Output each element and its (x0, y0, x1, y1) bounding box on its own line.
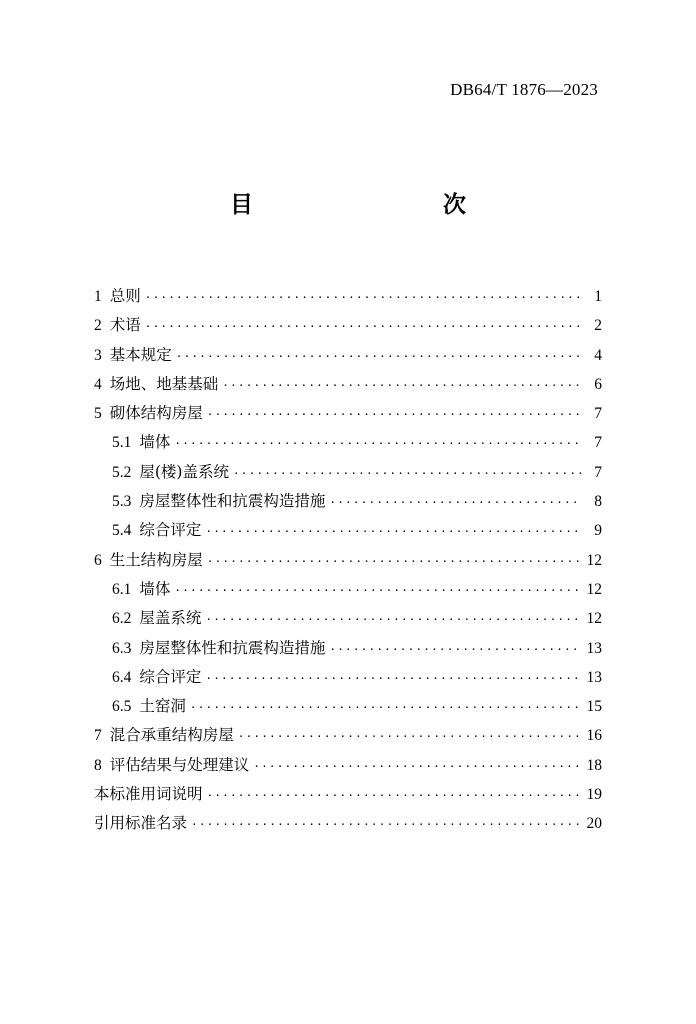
toc-entry[interactable] (94, 721, 602, 750)
toc-entry-number: 5 (94, 405, 102, 423)
toc-leader-dots (329, 635, 580, 664)
toc-entry-page-number: 2 (594, 317, 602, 335)
toc-entry-label: 本标准用词说明 (94, 785, 203, 804)
toc-entry[interactable] (94, 458, 602, 487)
toc-entry-label: 生土结构房屋 (109, 550, 203, 569)
toc-entry-label: 场地、地基基础 (109, 374, 219, 393)
toc-entry-number: 6.2 (112, 610, 132, 628)
toc-entry-number: 5.3 (112, 493, 132, 511)
toc-entry-number: 3 (94, 346, 102, 364)
toc-entry-label: 房屋整体性和抗震构造措施 (139, 492, 326, 511)
toc-entry[interactable] (94, 428, 602, 457)
toc-entry-number: 4 (94, 375, 102, 393)
table-of-contents (94, 282, 602, 839)
toc-entry[interactable] (94, 604, 602, 633)
toc-leader-dots (190, 693, 581, 722)
toc-entry-page-number: 12 (586, 551, 602, 569)
toc-leader-dots (329, 488, 582, 517)
toc-entry-page-number: 15 (586, 698, 602, 716)
toc-entry-page-number: 7 (594, 463, 602, 481)
toc-entry-page-number: 12 (586, 610, 602, 628)
toc-leader-dots (207, 781, 581, 810)
toc-entry-number: 6.3 (112, 639, 132, 657)
toc-entry-label: 混合承重结构房屋 (109, 726, 234, 745)
page-title: 目 次 (230, 192, 514, 218)
toc-entry[interactable] (94, 809, 602, 838)
toc-leader-dots (145, 312, 582, 341)
toc-entry-number: 8 (94, 756, 102, 774)
toc-leader-dots (238, 722, 581, 751)
toc-entry-number: 5.2 (112, 463, 132, 481)
toc-entry-number: 1 (94, 288, 102, 305)
toc-entry-page-number: 7 (594, 405, 602, 423)
toc-entry-page-number: 4 (594, 346, 602, 364)
toc-entry-number: 6.5 (112, 698, 132, 716)
toc-entry[interactable] (94, 663, 602, 692)
toc-leader-dots (191, 810, 580, 839)
toc-leader-dots (253, 752, 580, 781)
toc-entry[interactable] (94, 282, 602, 311)
toc-leader-dots (222, 371, 582, 400)
toc-entry-page-number: 20 (586, 815, 602, 833)
toc-entry-label: 综合评定 (139, 521, 202, 540)
toc-entry-page-number: 18 (586, 756, 602, 774)
toc-entry-page-number: 8 (594, 493, 602, 511)
toc-entry-page-number: 9 (594, 522, 602, 540)
toc-leader-dots (145, 283, 582, 312)
toc-entry-page-number: 6 (594, 375, 602, 393)
toc-leader-dots (205, 517, 582, 546)
toc-entry-page-number: 1 (594, 288, 602, 305)
toc-entry-page-number: 7 (594, 434, 602, 452)
toc-entry-page-number: 19 (586, 786, 602, 804)
toc-entry[interactable] (94, 751, 602, 780)
toc-entry[interactable] (94, 399, 602, 428)
toc-entry-number: 5.4 (112, 522, 132, 540)
toc-entry-label: 基本规定 (109, 345, 172, 364)
toc-entry-label: 引用标准名录 (94, 814, 188, 833)
toc-entry-number: 2 (94, 317, 102, 335)
toc-entry-number: 6 (94, 551, 102, 569)
toc-entry-label: 土窑洞 (139, 697, 186, 716)
toc-leader-dots (176, 342, 582, 371)
toc-entry[interactable] (94, 780, 602, 809)
toc-entry-number: 6.1 (112, 580, 132, 598)
toc-entry-label: 总则 (109, 287, 141, 305)
toc-entry-number: 5.1 (112, 434, 132, 452)
toc-entry[interactable] (94, 516, 602, 545)
toc-entry[interactable] (94, 487, 602, 516)
toc-entry-label: 屋(楼)盖系统 (139, 462, 229, 481)
toc-entry-number: 6.4 (112, 668, 132, 686)
toc-entry-label: 综合评定 (139, 667, 202, 686)
toc-leader-dots (207, 400, 582, 429)
toc-entry-page-number: 13 (586, 668, 602, 686)
toc-entry-label: 术语 (109, 316, 141, 335)
toc-entry-page-number: 12 (586, 580, 602, 598)
toc-entry-page-number: 13 (586, 639, 602, 657)
standard-code: DB64/T 1876—2023 (450, 80, 598, 99)
toc-entry[interactable] (94, 341, 602, 370)
toc-entry-label: 房屋整体性和抗震构造措施 (139, 638, 326, 657)
toc-leader-dots (207, 547, 581, 576)
toc-entry[interactable] (94, 692, 602, 721)
toc-entry-number: 7 (94, 727, 102, 745)
toc-leader-dots (174, 429, 582, 458)
toc-entry[interactable] (94, 546, 602, 575)
toc-entry-page-number: 16 (586, 727, 602, 745)
toc-leader-dots (205, 605, 580, 634)
toc-entry[interactable] (94, 311, 602, 340)
toc-leader-dots (174, 576, 580, 605)
toc-entry-label: 评估结果与处理建议 (109, 755, 250, 774)
toc-entry-label: 屋盖系统 (139, 609, 202, 628)
toc-entry[interactable] (94, 370, 602, 399)
toc-leader-dots (205, 664, 580, 693)
toc-entry[interactable] (94, 634, 602, 663)
toc-entry-label: 墙体 (139, 433, 171, 452)
toc-entry[interactable] (94, 575, 602, 604)
toc-leader-dots (233, 459, 582, 488)
toc-entry-label: 砌体结构房屋 (109, 404, 203, 423)
toc-entry-label: 墙体 (139, 579, 171, 598)
